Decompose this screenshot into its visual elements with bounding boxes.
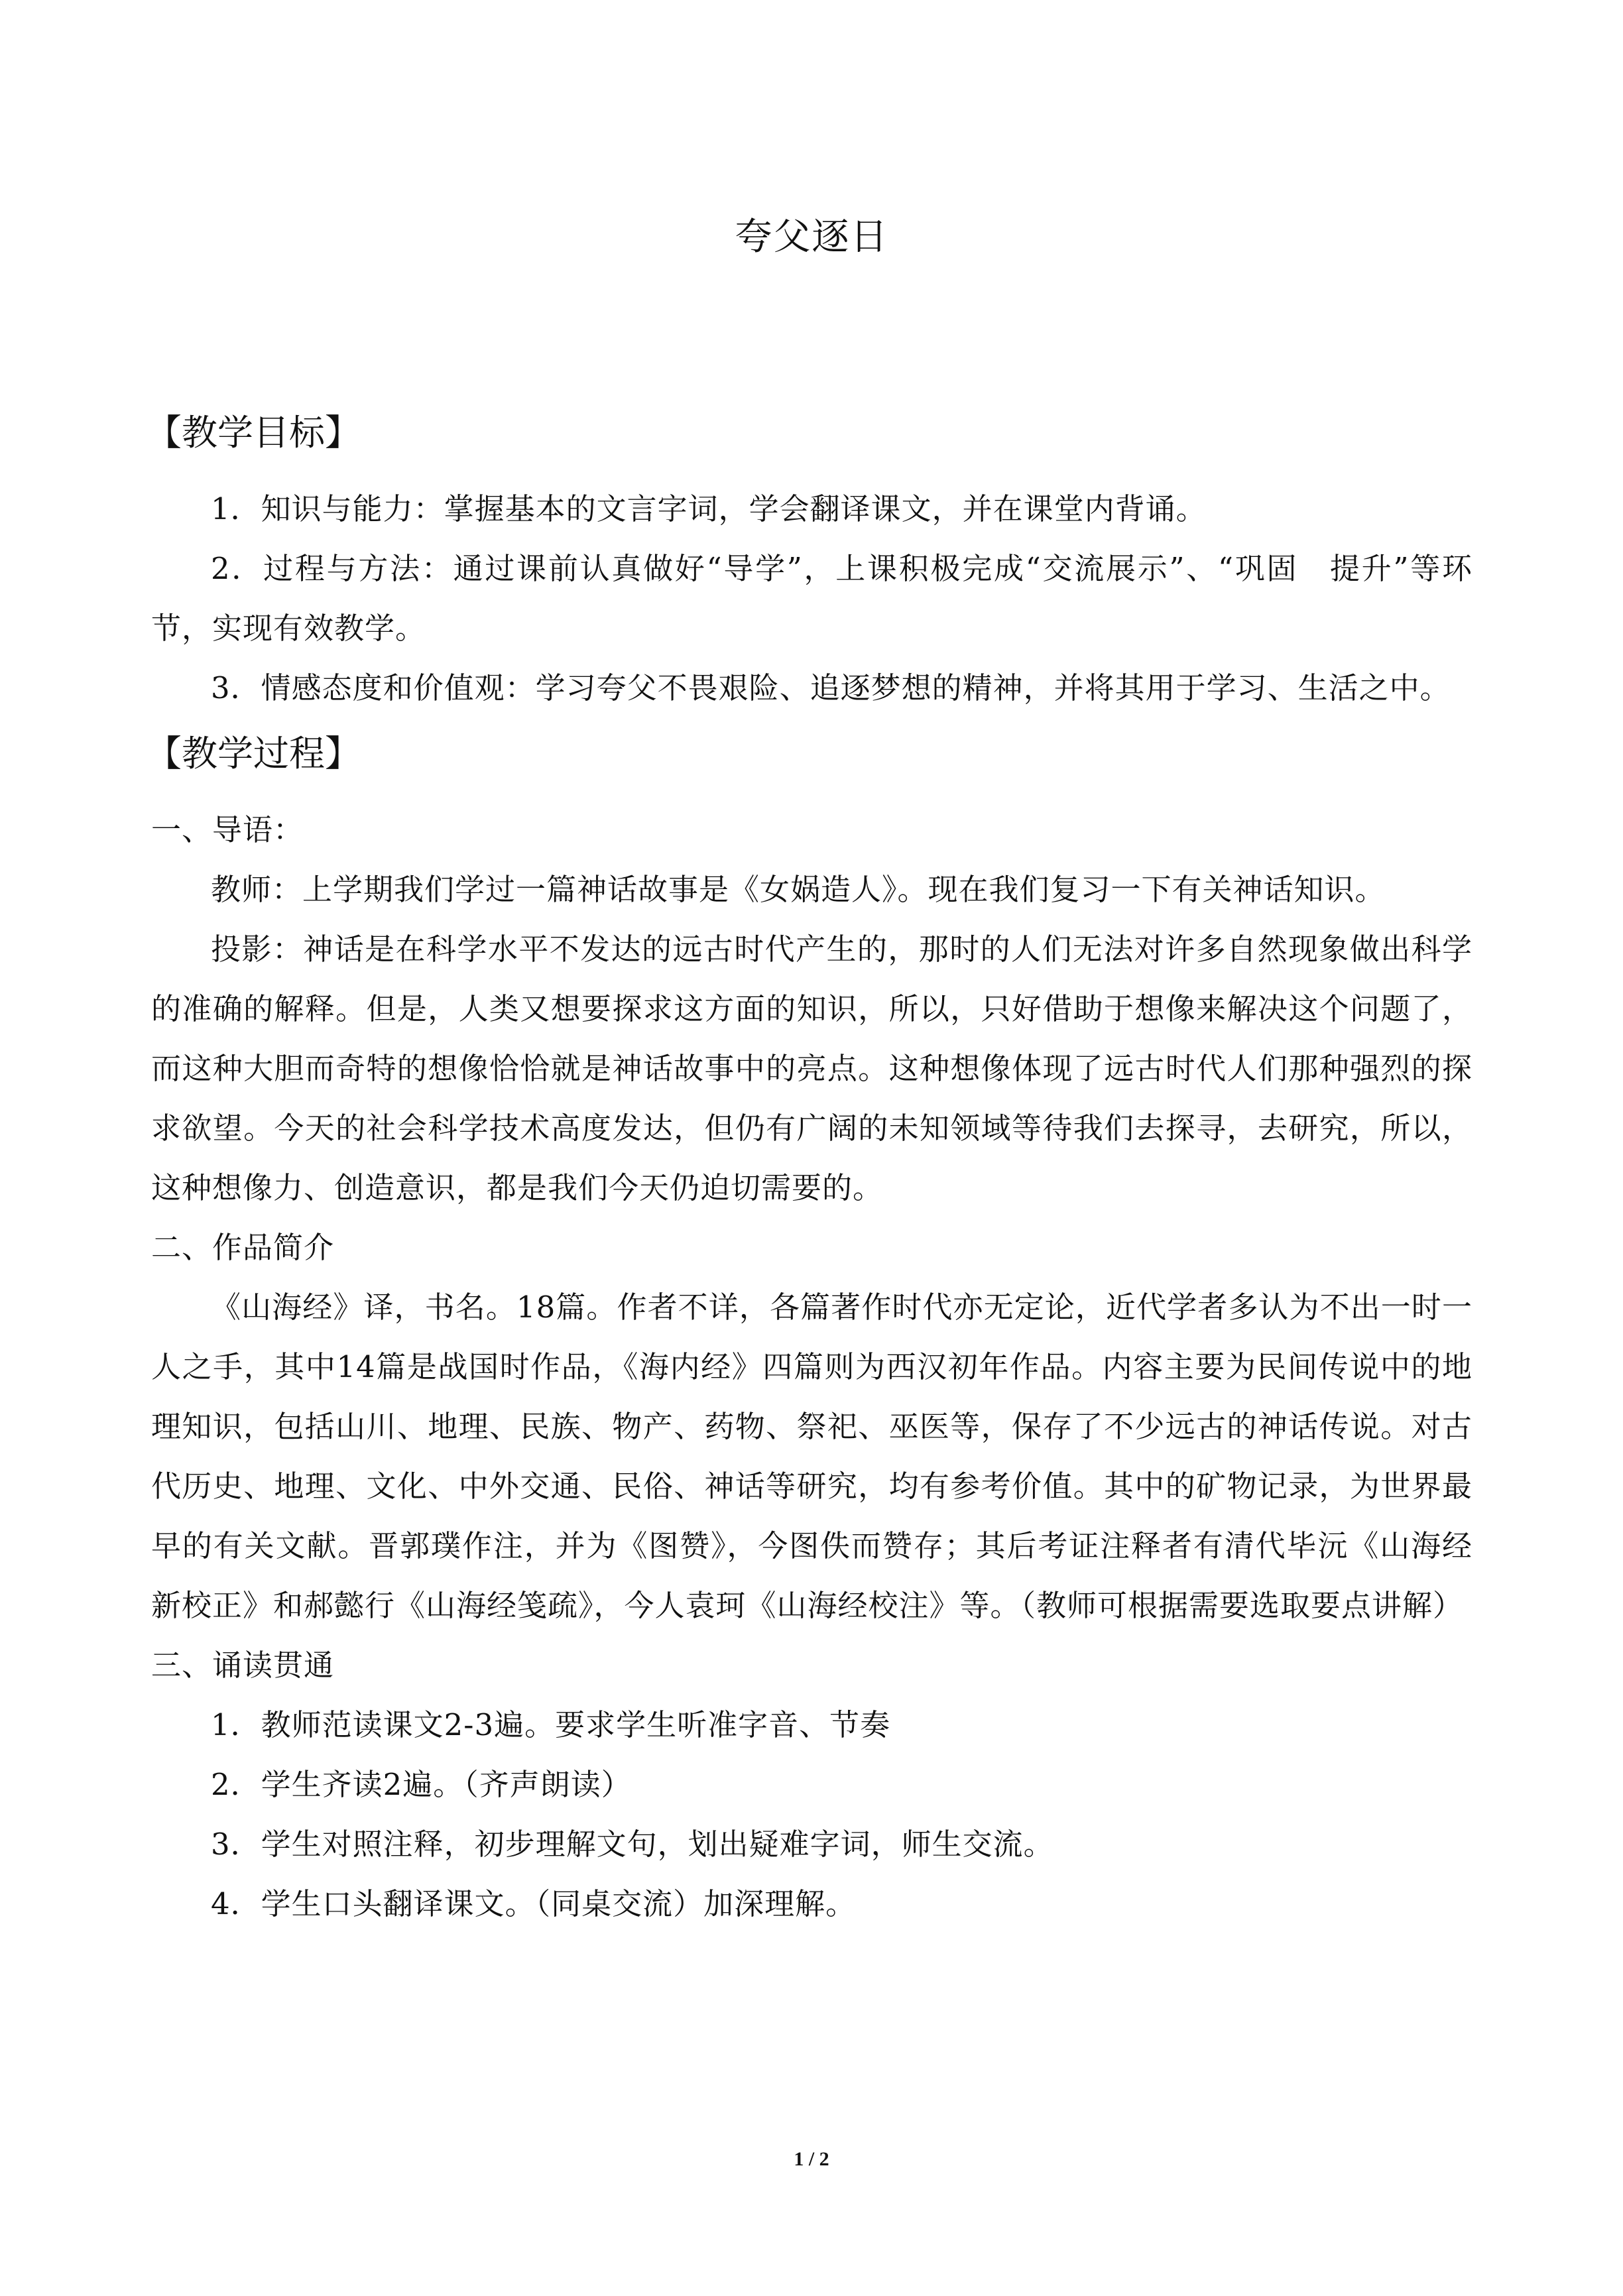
- document-content: [146, 211, 1473, 1934]
- process-heading: 【教学过程】: [146, 733, 361, 774]
- objective-item: 2．过程与方法：通过课前认真做好“导学”，上课积极完成“交流展示”、“巩固 提升”等环节，实现有效教学。: [151, 551, 1473, 646]
- objective-item: 3．情感态度和价值观：学习夸父不畏艰险、追逐梦想的精神，并将其用于学习、生活之中。: [211, 670, 1451, 705]
- intro-projection: 投影：神话是在科学水平不发达的远古时代产生的，那时的人们无法对许多自然现象做出科学的准确的解释。但是，人类又想要探求这方面的知识，所以，只好借助于想像来解决这个问题了，而这种大胆而奇特的想像恰恰就是神话故事中的亮点。这种想像体现了远古时代人们那种强烈的探求欲望。今天的社会科学技术高度发达，但仍有广阔的未知领域等待我们去探寻，去研究，所以，这种想像力、创造意识，都是我们今天仍迫切需要的。: [151, 932, 1473, 1205]
- reading-label: 三、诵读贯通: [151, 1648, 335, 1683]
- reading-item: 1．教师范读课文2-3遍。要求学生听准字音、节奏: [211, 1707, 891, 1742]
- reading-item: 2．学生齐读2遍。（齐声朗读）: [211, 1767, 632, 1802]
- objectives-heading: 【教学目标】: [146, 412, 361, 453]
- intro-teacher: 教师：上学期我们学过一篇神话故事是《女娲造人》。现在我们复习一下有关神话知识。: [211, 872, 1386, 907]
- page-number: 1 / 2: [794, 2148, 829, 2170]
- page-title: 夸父逐日: [735, 215, 889, 259]
- work-label: 二、作品简介: [151, 1230, 335, 1265]
- objective-item: 1．知识与能力：掌握基本的文言字词，学会翻译课文，并在课堂内背诵。: [211, 491, 1207, 526]
- reading-item: 3．学生对照注释，初步理解文句，划出疑难字词，师生交流。: [211, 1827, 1054, 1862]
- reading-item: 4．学生口头翻译课文。（同桌交流）加深理解。: [211, 1886, 857, 1921]
- intro-label: 一、导语：: [151, 812, 304, 847]
- work-text: 《山海经》译，书名。18篇。作者不详，各篇著作时代亦无定论，近代学者多认为不出一时一人之手，其中14篇是战国时作品，《海内经》四篇则为西汉初年作品。内容主要为民间传说中的地理知识，包括山川、地理、民族、物产、药物、祭祀、巫医等，保存了不少远古的神话传说。对古代历史、地理、文化、中外交通、民俗、神话等研究，均有参考价值。其中的矿物记录，为世界最早的有关文献。晋郭璞作注，并为《图赞》，今图佚而赞存；其后考证注释者有清代毕沅《山海经新校正》和郝懿行《山海经笺疏》，今人袁珂《山海经校注》等。（教师可根据需要选取要点讲解）: [151, 1290, 1473, 1623]
